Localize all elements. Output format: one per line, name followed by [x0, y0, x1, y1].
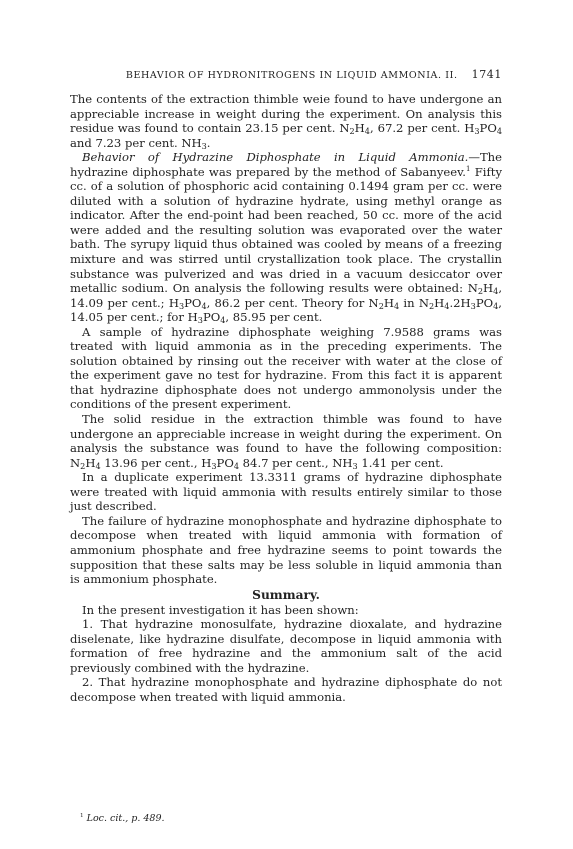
running-title: BEHAVIOR OF HYDRONITROGENS IN LIQUID AMMONIA. II. [125, 70, 458, 81]
paragraph-failure-to-decompose: The failure of hydrazine monophosphate and hydrazine diphosphate to decompose when treated with liquid ammonia with formation of ammonium phosphate and free hydrazine seems to point towards the supposition that these salts may be less soluble in liquid ammonia than is ammonium phosphate. [70, 513, 502, 587]
summary-point-2: 2. That hydrazine monophosphate and hydrazine diphosphate do not decompose when treated with liquid ammonia. [70, 675, 502, 704]
summary-heading: Summary. [252, 587, 320, 602]
footnote [70, 813, 502, 824]
article-body [70, 92, 502, 704]
summary-intro: In the present investigation it has been shown: [82, 602, 359, 617]
footnote-text: Loc. cit., p. 489. [83, 813, 165, 824]
paragraph-thimble-contents: The contents of the extraction thimble weie found to have undergone an appreciable increase in weight during the experiment. On analysis this residue was found to contain 23.15 per cent. $N_2H_4$, 67.2 per cent. $H_3PO_4$ and 7.23 per cent. $NH_3$. [70, 92, 503, 151]
paragraph-diphosphate-preparation: Behavior of Hydrazine Diphosphate in Liquid Ammonia.—The hydrazine diphosphate was prepared by the method of Sabanyeev.$^1$ Fifty cc. of a solution of phosphoric acid containing 0.1494 gram per cc. were diluted with a solution of hydrazine hydrate, using methyl orange as indicator. After the end-point had been reached, 50 cc. more of the acid were added and the resulting solution was evaporated over the water bath. The syrupy liquid thus obtained was cooled by means of a freezing mixture and was stirred until crystallization took place. The crystallin substance was pulverized and was dried in a vacuum desiccator over metallic sodium. On analysis the following results were obtained: $N_2H_4$, 14.09 per cent.; $H_3PO_4$, 86.2 per cent. Theory for $N_2H_4$ in $N_2H_4.2H_3PO_4$, 14.05 per cent.; for $H_3PO_4$, 85.95 per cent. [70, 150, 502, 326]
footnote-marker: 1 [80, 812, 84, 819]
paragraph-duplicate-experiment: In a duplicate experiment 13.3311 grams of hydrazine diphosphate were treated with liquid ammonia with results entirely similar to those just described. [70, 470, 502, 514]
section-subheading: Behavior of Hydrazine Diphosphate in Liquid Ammonia. [82, 150, 469, 165]
paragraph-solid-residue: The solid residue in the extraction thimble was found to have undergone an appreciable increase in weight during the experiment. On analysis the substance was found to have the following composition: $N_2H_4$ 13.96 per cent., $H_3PO_4$ 84.7 per cent., $NH_3$ 1.41 per cent. [70, 412, 502, 471]
running-header [70, 68, 502, 81]
summary-point-1: 1. That hydrazine monosulfate, hydrazine dioxalate, and hydrazine diselenate, like hydrazine disulfate, decompose in liquid ammonia with formation of free hydrazine and the ammonium salt of the acid previously combined with the hydrazine. [70, 617, 502, 675]
footnote-reference: 1 [465, 164, 471, 173]
page-number: 1741 [471, 68, 502, 81]
paragraph-ammonolysis-test: A sample of hydrazine diphosphate weighing 7.9588 grams was treated with liquid ammonia as in the preceding experiments. The solution obtained by rinsing out the receiver with water at the close of the experiment gave no test for hydrazine. From this fact it is apparent that hydrazine diphosphate does not undergo ammonolysis under the conditions of the present experiment. [70, 324, 502, 412]
